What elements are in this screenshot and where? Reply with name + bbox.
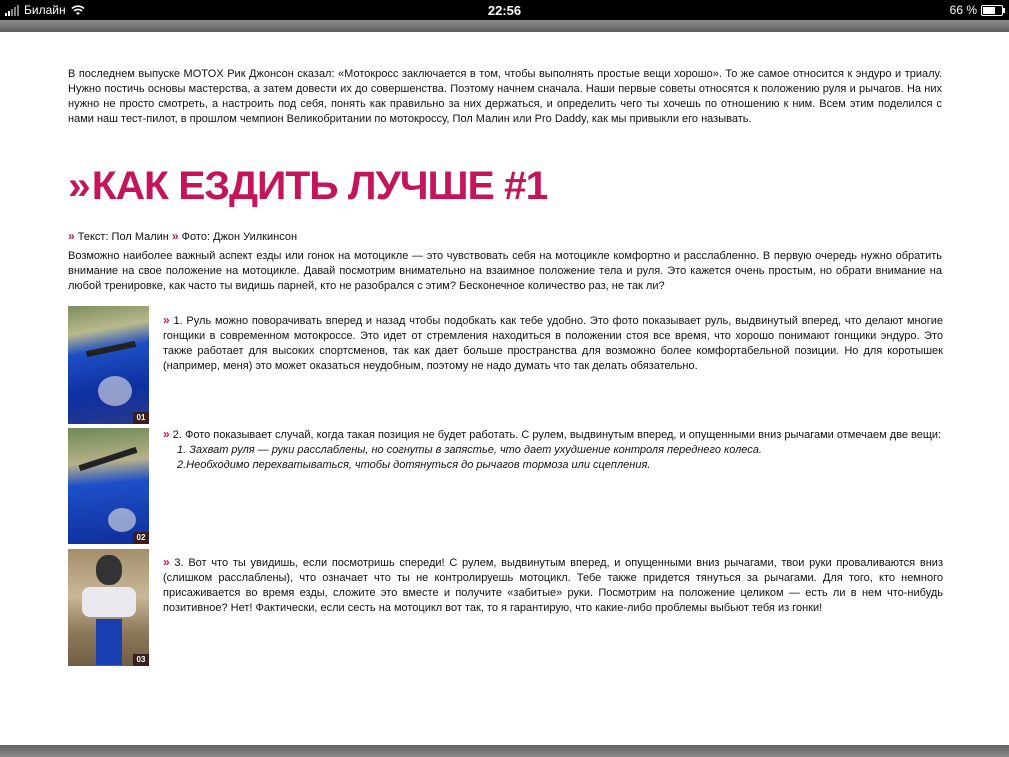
photo-number-badge: 03 [133,654,149,666]
battery-fill [983,7,995,14]
tip-arrows-icon: » [163,555,170,569]
battery-percent: 66 % [949,3,977,17]
tip-arrows-icon: » [163,427,170,441]
title-text: КАК ЕЗДИТЬ ЛУЧШЕ #1 [91,164,548,208]
photo-number-badge: 01 [133,412,149,424]
credits [68,229,297,243]
lead-paragraph: Возможно наиболее важный аспект езды или гонок на мотоцикле — это чувствовать себя на мотоцикле комфортно и расслабленно. В первую очередь нужно обратить внимание на свое положение на мотоцикле. Давай посмотрим внимательно на взаимное положение тела и руля. Это кажется очень простым, но обрати внимание на любой тренировке, как часто ты видишь парней, кто не разобрался с этим? Бесконечное количество раз, не так ли? [68,250,942,292]
text-credit: Текст: Пол Малин [77,231,169,243]
status-right [950,3,1003,17]
title-arrows: » [68,164,90,208]
photo-rider-front[interactable] [68,549,149,666]
tip-item-3 [163,555,943,616]
tip-item-2 [163,427,943,473]
status-bar [0,0,1009,20]
tip-item-1 [163,313,943,374]
photo-handlebar-forward[interactable] [68,306,149,424]
tip-subpoint-1: 1. Захват руля — руки расслаблены, но согнуты в запястье, что дает ухудшение контроля переднего колеса. [177,444,762,456]
photo-credit: Фото: Джон Уилкинсон [181,231,298,243]
page-bottom-edge [0,745,1009,757]
intro-paragraph: В последнем выпуске MOTOX Рик Джонсон сказал: «Мотокросс заключается в том, чтобы выполнять простые вещи хорошо». То же самое относится к эндуро и триалу. Нужно постичь основы мастерства, а затем довести их до совершенства. Поэтому начнем сначала. Наши первые советы относятся к положению руля и рычагов. На них нужно не просто смотреть, а настроить под себя, понять как правильно за них держаться, и определить чего ты хочешь по отношению к ним. Всем этим поделился с нами наш тест-пилот, в прошлом чемпион Великобритании по мотокроссу, Пол Малин или Pro Daddy, как мы привыкли его называть. [68,68,942,125]
clock: 22:56 [487,3,522,18]
page-top-edge [0,20,1009,32]
credit-arrows-icon: » [68,229,75,243]
tip-arrows-icon: » [163,313,170,327]
tip-text: 3. Вот что ты увидишь, если посмотришь спереди! С рулем, выдвинутым вперед, и опущенными вниз рычагами, твои руки проваливаются вниз (слишком расслаблены), что означает что ты не контролируешь мотоцикл. Тебе также придется тянуться за рычагами. Для того, кто немного присаживается во время езды, сложите это вместе и получите «забитые» руки. Посмотрим на положение целиком — есть ли в нем что-нибудь позитивное? Нет! Фактически, если сесть на мотоцикл вот так, то я гарантирую, что какие-либо проблемы выбьют тебя из гонки! [163,557,943,614]
tip-text: 1. Руль можно поворачивать вперед и назад чтобы подобкать как тебе удобно. Это фото показывает руль, выдвинутый вперед, что делают многие гонщики в современном мотокроссе. Это идет от стремления находиться в положении стоя все время, что хорошо понимают гонщики эндуро. Это также работает для высоких спортсменов, так как дает больше пространства для возможно более комфортабельной позиции. Но для коротышек (например, меня) это может оказаться неудобным, поэтому не надо думать что так делать обязательно. [163,315,943,372]
photo-levers-down[interactable] [68,428,149,544]
photo-credit-arrows-icon: » [171,229,179,243]
article-page[interactable] [0,32,1009,745]
tip-text: 2. Фото показывает случай, когда такая позиция не будет работать. С рулем, выдвинутым вперед, и опущенными вниз рычагами отмечаем две вещи: [169,429,942,441]
tip-subpoint-2: 2.Необходимо перехватываться, чтобы дотянуться до рычагов тормоза или сцепления. [177,459,651,471]
photo-number-badge: 02 [133,532,149,544]
carrier-name: Билайн [24,3,66,17]
article-title [68,162,547,210]
battery-icon [981,5,1003,16]
